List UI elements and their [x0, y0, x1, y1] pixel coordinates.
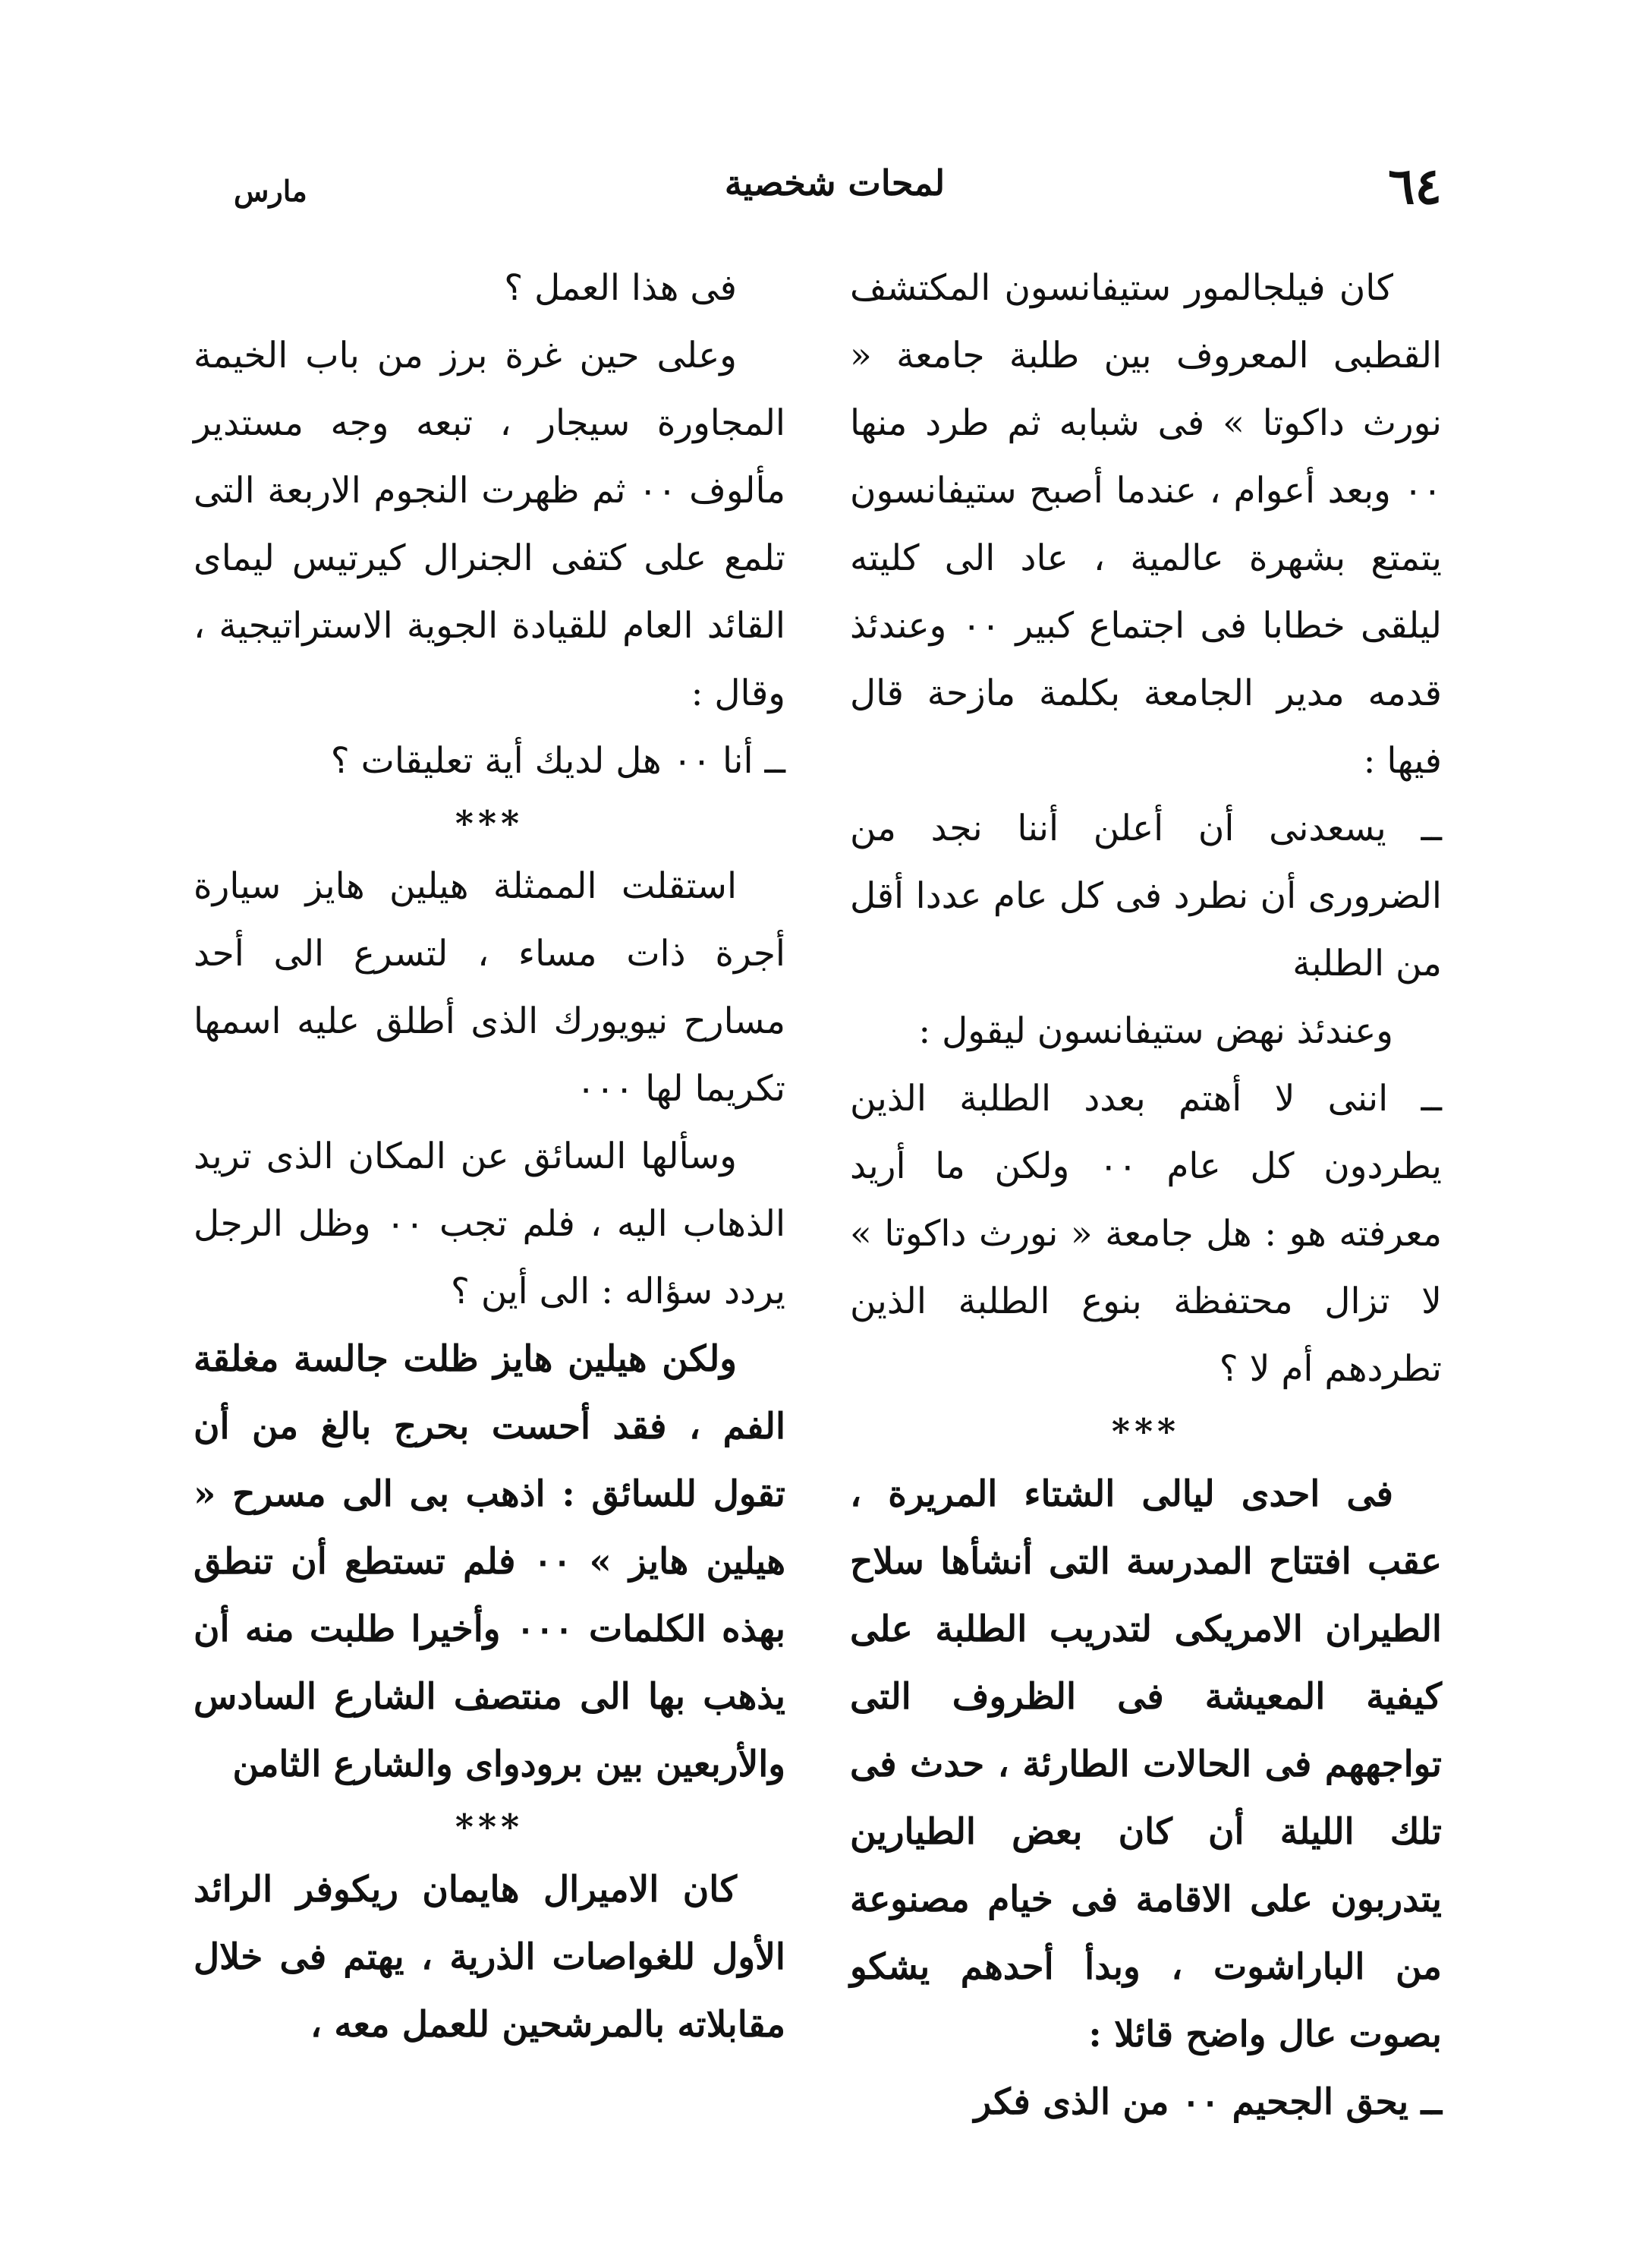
- section-separator: ***: [1111, 1411, 1181, 1452]
- paragraph: كان الاميرال هايمان ريكوفر الرائد الأول للغواصات الذرية ، يهتم فى خلال مقابلاته بالمرشحين للعمل معه ،: [194, 1869, 785, 2046]
- paragraph: ــ يحق الجحيم ٠٠ من الذى فكر: [974, 2081, 1442, 2123]
- section-separator: ***: [455, 803, 524, 844]
- bold-anecdote: [194, 1325, 785, 1798]
- paragraph: كان فيلجالمور ستيفانسون المكتشف القطبى المعروف بين طلبة جامعة « نورث داكوتا » فى شبابه ثم طرد منها ٠٠ وبعد أعوام ، عندما أصبح ستيفانسون يتمتع بشهرة عالمية ، عاد الى كليته ليلقى خطابا فى اجتماع كبير ٠٠ وعندئذ قدمه مدير الجامعة بكلمة مازحة قال فيها :: [850, 267, 1442, 782]
- running-header: [228, 156, 1442, 216]
- left-column: [194, 254, 785, 2059]
- paragraph: وسألها السائق عن المكان الذى تريد الذهاب اليه ، فلم تجب ٠٠ وظل الرجل يردد سؤاله : الى أين ؟: [194, 1136, 786, 1312]
- right-column: [850, 254, 1442, 2136]
- page-number: ٦٤: [1388, 156, 1442, 216]
- section-separator: ***: [455, 1807, 524, 1847]
- paragraph: وعندئذ نهض ستيفانسون ليقول :: [918, 1010, 1393, 1052]
- running-title: لمحات شخصية: [724, 162, 946, 203]
- paragraph: فى احدى ليالى الشتاء المريرة ، عقب افتتاح المدرسة التى أنشأها سلاح الطيران الامريكى لتدريب الطلبة على كيفية المعيشة فى الظروف التى تواجههم فى الحالات الطارئة ، حدث فى تلك الليلة أن كان بعض الطيارين يتدربون على الاقامة فى خيام مصنوعة من الباراشوت ، وبدأ أحدهم يشكو بصوت عال واضح قائلا :: [850, 1473, 1442, 2055]
- bold-anecdote: [850, 1460, 1442, 2136]
- paragraph: وعلى حين غرة برز من باب الخيمة المجاورة سيجار ، تبعه وجه مستدير مألوف ٠٠ ثم ظهرت النجوم الاربعة التى تلمع على كتفى الجنرال كيرتيس ليماى القائد العام للقيادة الجوية الاستراتيجية ، وقال :: [194, 335, 785, 714]
- paragraph: استقلت الممثلة هيلين هايز سيارة أجرة ذات مساء ، لتسرع الى أحد مسارح نيويورك الذى أطلق عليه اسمها تكريما لها ٠٠٠: [194, 865, 785, 1110]
- paragraph: ــ أنا ٠٠ هل لديك أية تعليقات ؟: [330, 740, 785, 782]
- bold-anecdote: [194, 1856, 785, 2059]
- paragraph: فى هذا العمل ؟: [504, 267, 737, 309]
- issue-month: مارس: [234, 174, 307, 208]
- paragraph: ولكن هيلين هايز ظلت جالسة مغلقة الفم ، فقد أحست بحرج بالغ من أن تقول للسائق : اذهب بى الى مسرح « هيلين هايز » ٠٠ فلم تستطع أن تنطق بهذه الكلمات ٠٠٠ وأخيرا طلبت منه أن يذهب بها الى منتصف الشارع السادس والأربعين بين برودواى والشارع الثامن: [194, 1338, 785, 1785]
- paragraph: ــ يسعدنى أن أعلن أننا نجد من الضرورى أن نطرد فى كل عام عددا أقل من الطلبة: [850, 808, 1442, 984]
- paragraph: ــ اننى لا أهتم بعدد الطلبة الذين يطردون كل عام ٠٠ ولكن ما أريد معرفته هو : هل جامعة « نورث داكوتا » لا تزال محتفظة بنوع الطلبة الذين تطردهم أم لا ؟: [850, 1078, 1443, 1390]
